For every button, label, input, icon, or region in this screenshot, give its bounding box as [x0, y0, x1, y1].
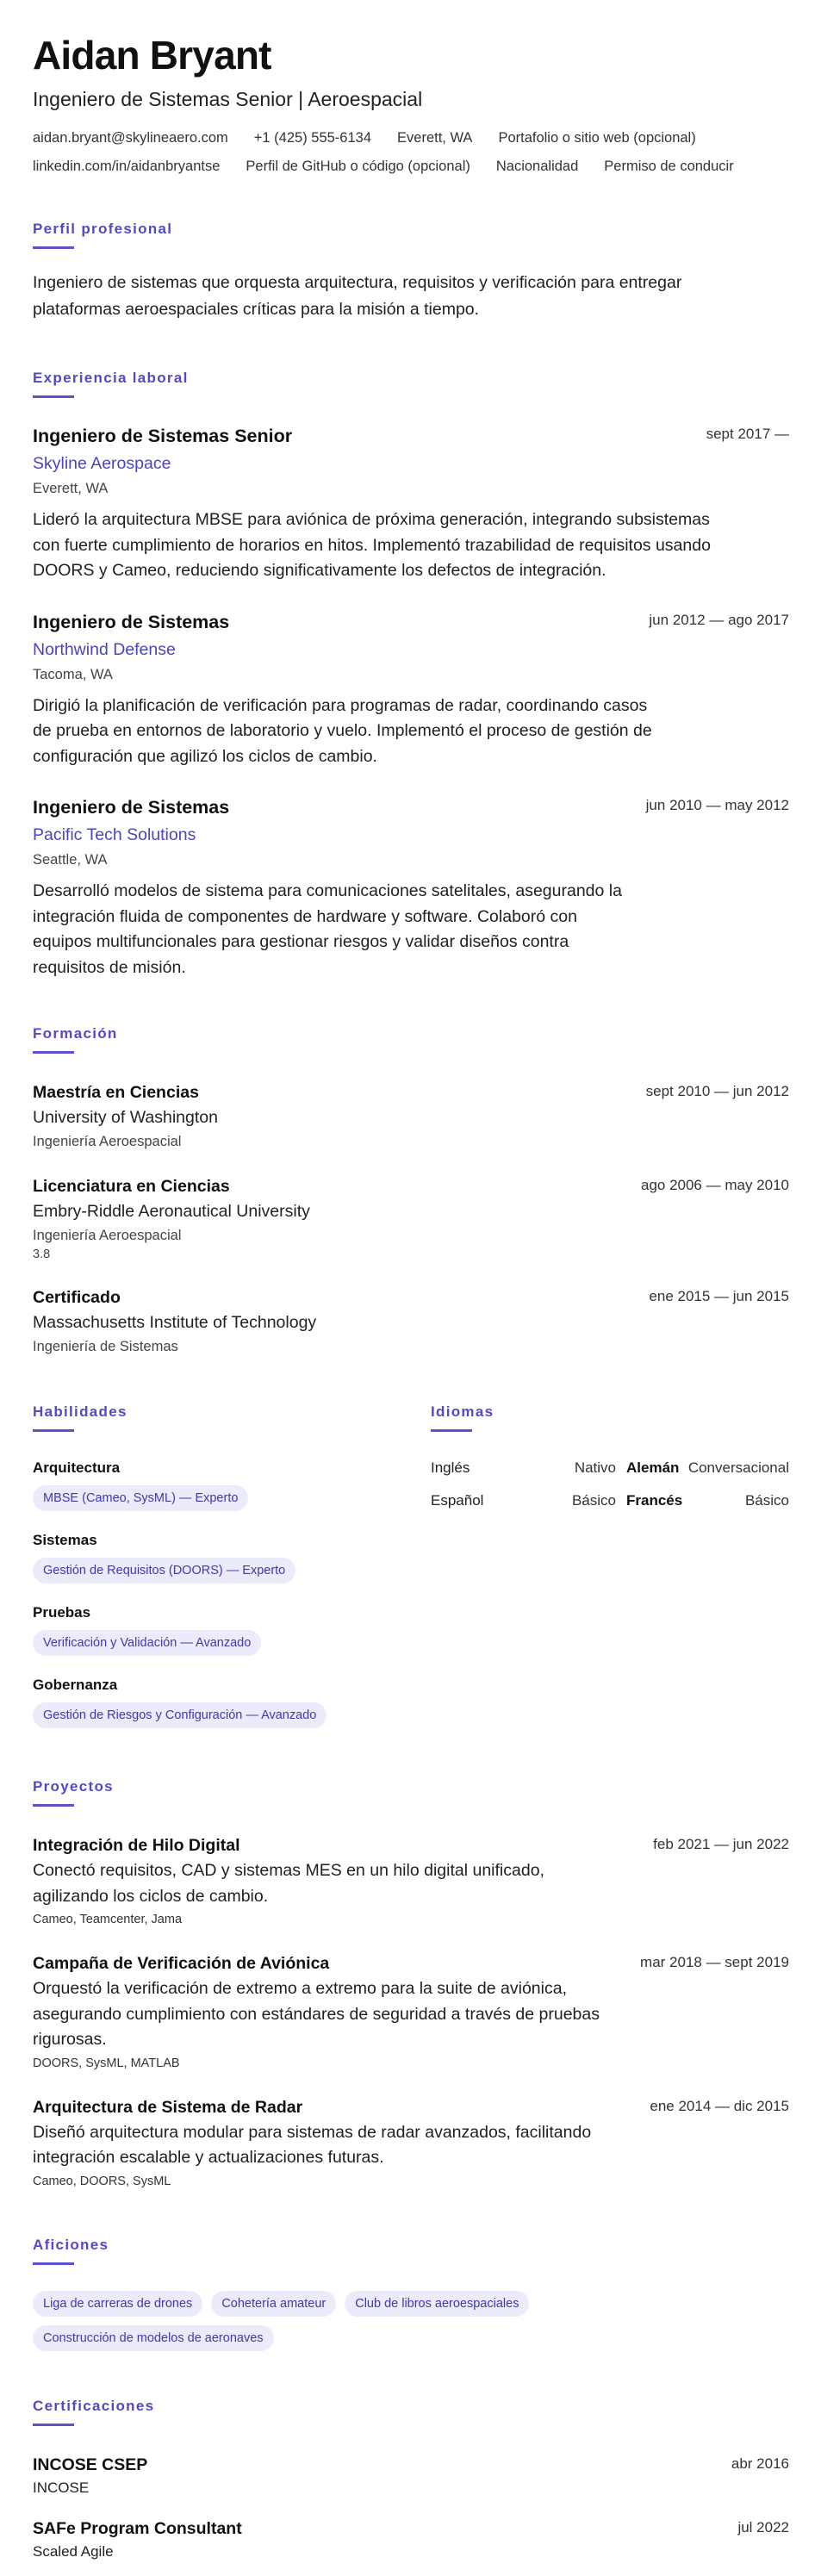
job-title: Ingeniero de Sistemas Senior — [33, 426, 293, 446]
education-field: Ingeniería Aeroespacial — [33, 1134, 182, 1149]
education-school: University of Washington — [33, 1108, 218, 1127]
language-item — [616, 1490, 789, 1511]
section-divider — [33, 1429, 74, 1432]
project-technologies: Cameo, Teamcenter, Jama — [33, 1913, 183, 1926]
candidate-name: Aidan Bryant — [33, 33, 271, 78]
project-technologies: DOORS, SysML, MATLAB — [33, 2056, 180, 2070]
project-technologies: Cameo, DOORS, SysML — [33, 2174, 171, 2188]
job-location: Tacoma, WA — [33, 666, 113, 682]
section-title: Habilidades — [33, 1403, 128, 1420]
language-name: Alemán — [626, 1459, 680, 1476]
skill-category: Sistemas — [33, 1532, 97, 1548]
summary-section — [33, 219, 789, 323]
skill-chip: MBSE (Cameo, SysML) — Experto — [33, 1485, 248, 1511]
hobby-chip: Liga de carreras de drones — [33, 2291, 202, 2317]
contact-website[interactable]: Portafolio o sitio web (opcional) — [498, 130, 696, 146]
education-field: Ingeniería Aeroespacial — [33, 1228, 182, 1243]
project-dates: feb 2021 — jun 2022 — [653, 1836, 789, 1852]
certifications-section — [33, 2396, 789, 2562]
language-item — [616, 1458, 789, 1478]
language-grid — [431, 1458, 789, 1511]
skills-languages-row — [33, 1402, 789, 1728]
hobby-chip: Cohetería amateur — [211, 2291, 336, 2317]
project-title: Campaña de Verificación de Aviónica — [33, 1954, 330, 1973]
skills-section — [33, 1402, 431, 1728]
education-dates: ene 2015 — jun 2015 — [649, 1288, 789, 1304]
project-title: Integración de Hilo Digital — [33, 1836, 240, 1855]
contact-email[interactable]: aidan.bryant@skylineaero.com — [33, 130, 228, 146]
language-level: Básico — [571, 1492, 616, 1509]
contact-location: Everett, WA — [397, 130, 473, 146]
certification-entry — [33, 2517, 789, 2562]
skill-category: Gobernanza — [33, 1677, 118, 1693]
certification-issuer: INCOSE — [33, 2479, 90, 2496]
job-dates: sept 2017 — — [706, 426, 789, 442]
section-title: Proyectos — [33, 1778, 114, 1795]
job-entry — [33, 795, 789, 980]
project-dates: mar 2018 — sept 2019 — [640, 1954, 789, 1970]
skill-chip: Gestión de Requisitos (DOORS) — Experto — [33, 1558, 295, 1584]
job-company: Pacific Tech Solutions — [33, 825, 196, 844]
resume-header — [33, 31, 789, 181]
project-description: Diseñó arquitectura modular para sistemas de radar avanzados, facilitando integración escalable y actualizaciones futuras. — [33, 2122, 592, 2167]
section-divider — [33, 1804, 74, 1807]
project-title: Arquitectura de Sistema de Radar — [33, 2097, 303, 2117]
skill-category: Pruebas — [33, 1604, 91, 1621]
job-dates: jun 2010 — may 2012 — [645, 797, 789, 813]
section-divider — [431, 1429, 472, 1432]
section-divider — [33, 395, 74, 398]
job-entry — [33, 424, 789, 584]
section-title: Formación — [33, 1025, 118, 1042]
education-field: Ingeniería de Sistemas — [33, 1339, 178, 1354]
education-degree: Certificado — [33, 1288, 121, 1307]
section-title: Idiomas — [431, 1403, 494, 1420]
summary-text: Ingeniero de sistemas que orquesta arquitectura, requisitos y verificación para entregar plataformas aeroespaciales críticas para la misión a tiempo. — [33, 273, 682, 319]
job-dates: jun 2012 — ago 2017 — [649, 611, 789, 628]
education-school: Massachusetts Institute of Technology — [33, 1313, 317, 1332]
language-level: Conversacional — [687, 1459, 789, 1476]
job-title: Ingeniero de Sistemas — [33, 797, 230, 818]
education-entry — [33, 1081, 789, 1152]
job-entry — [33, 610, 789, 770]
language-level: Básico — [744, 1492, 789, 1509]
certification-name: SAFe Program Consultant — [33, 2518, 242, 2538]
certification-issuer: Scaled Agile — [33, 2542, 114, 2560]
contact-github[interactable]: Perfil de GitHub o código (opcional) — [246, 159, 470, 174]
language-item — [431, 1490, 616, 1511]
certification-name: INCOSE CSEP — [33, 2455, 148, 2474]
candidate-headline: Ingeniero de Sistemas Senior | Aeroespacial — [33, 88, 423, 110]
certification-date: jul 2022 — [737, 2518, 789, 2536]
project-dates: ene 2014 — dic 2015 — [650, 2097, 789, 2114]
language-item — [431, 1458, 616, 1478]
section-title: Certificaciones — [33, 2397, 155, 2414]
project-description: Orquestó la verificación de extremo a extremo para la suite de aviónica, asegurando cumplimiento con estándares de seguridad a través de pruebas rigurosas. — [33, 1979, 600, 2049]
job-company: Skyline Aerospace — [33, 454, 171, 473]
section-divider — [33, 1051, 74, 1054]
job-title: Ingeniero de Sistemas — [33, 611, 230, 632]
section-title: Perfil profesional — [33, 221, 173, 237]
certification-entry — [33, 2454, 789, 2498]
language-name: Inglés — [431, 1459, 470, 1476]
job-description: Desarrolló modelos de sistema para comunicaciones satelitales, asegurando la integración fluida de componentes de hardware y software. Colaboró con equipos multifuncionales para gestionar riesgos y validar diseños contra requisitos de misión. — [33, 881, 622, 977]
section-divider — [33, 2424, 74, 2426]
contact-list — [33, 124, 789, 181]
hobby-chip: Club de libros aeroespaciales — [345, 2291, 529, 2317]
job-company: Northwind Defense — [33, 639, 176, 659]
education-dates: sept 2010 — jun 2012 — [645, 1083, 789, 1099]
section-title: Experiencia laboral — [33, 370, 189, 386]
skill-chip: Verificación y Validación — Avanzado — [33, 1630, 261, 1656]
projects-section — [33, 1776, 789, 2190]
education-section — [33, 1024, 789, 1357]
skill-chip: Gestión de Riesgos y Configuración — Avanzado — [33, 1702, 327, 1728]
contact-phone[interactable]: +1 (425) 555-6134 — [253, 130, 372, 146]
section-divider — [33, 246, 74, 249]
project-entry — [33, 1834, 789, 1928]
languages-section — [431, 1402, 789, 1728]
education-entry — [33, 1286, 789, 1357]
project-entry — [33, 1952, 789, 2072]
education-entry — [33, 1175, 789, 1263]
section-divider — [33, 2262, 74, 2265]
job-description: Lideró la arquitectura MBSE para aviónica de próxima generación, integrando subsistemas con fuerte cumplimiento de horarios en hitos. Implementó trazabilidad de requisitos usando DOORS y Cameo, reduciendo significativamente los defectos de integración. — [33, 510, 711, 580]
education-degree: Maestría en Ciencias — [33, 1083, 199, 1102]
job-description: Dirigió la planificación de verificación para programas de radar, coordinando casos de prueba en entornos de laboratorio y vuelo. Implementó el proceso de gestión de configuración que agilizó los ciclos de cambio. — [33, 695, 652, 766]
hobby-chip: Construcción de modelos de aeronaves — [33, 2325, 274, 2351]
language-level: Nativo — [574, 1459, 616, 1476]
job-location: Seattle, WA — [33, 852, 108, 868]
contact-nationality: Nacionalidad — [495, 159, 579, 174]
language-name: Español — [431, 1492, 484, 1509]
education-school: Embry-Riddle Aeronautical University — [33, 1202, 310, 1221]
section-title: Aficiones — [33, 2236, 109, 2253]
contact-linkedin[interactable]: linkedin.com/in/aidanbryantse — [33, 159, 221, 174]
project-description: Conectó requisitos, CAD y sistemas MES en un hilo digital unificado, agilizando los ciclos de cambio. — [33, 1861, 544, 1906]
skill-category: Arquitectura — [33, 1459, 121, 1476]
contact-driving-license: Permiso de conducir — [604, 159, 734, 174]
job-location: Everett, WA — [33, 481, 109, 496]
experience-section — [33, 368, 789, 980]
education-degree: Licenciatura en Ciencias — [33, 1177, 230, 1196]
certification-date: abr 2016 — [731, 2455, 789, 2472]
project-entry — [33, 2096, 789, 2190]
education-dates: ago 2006 — may 2010 — [640, 1177, 789, 1193]
language-name: Francés — [626, 1492, 683, 1509]
hobbies-section — [33, 2235, 789, 2351]
hobby-list — [33, 2282, 653, 2351]
education-gpa: 3.8 — [33, 1248, 51, 1261]
